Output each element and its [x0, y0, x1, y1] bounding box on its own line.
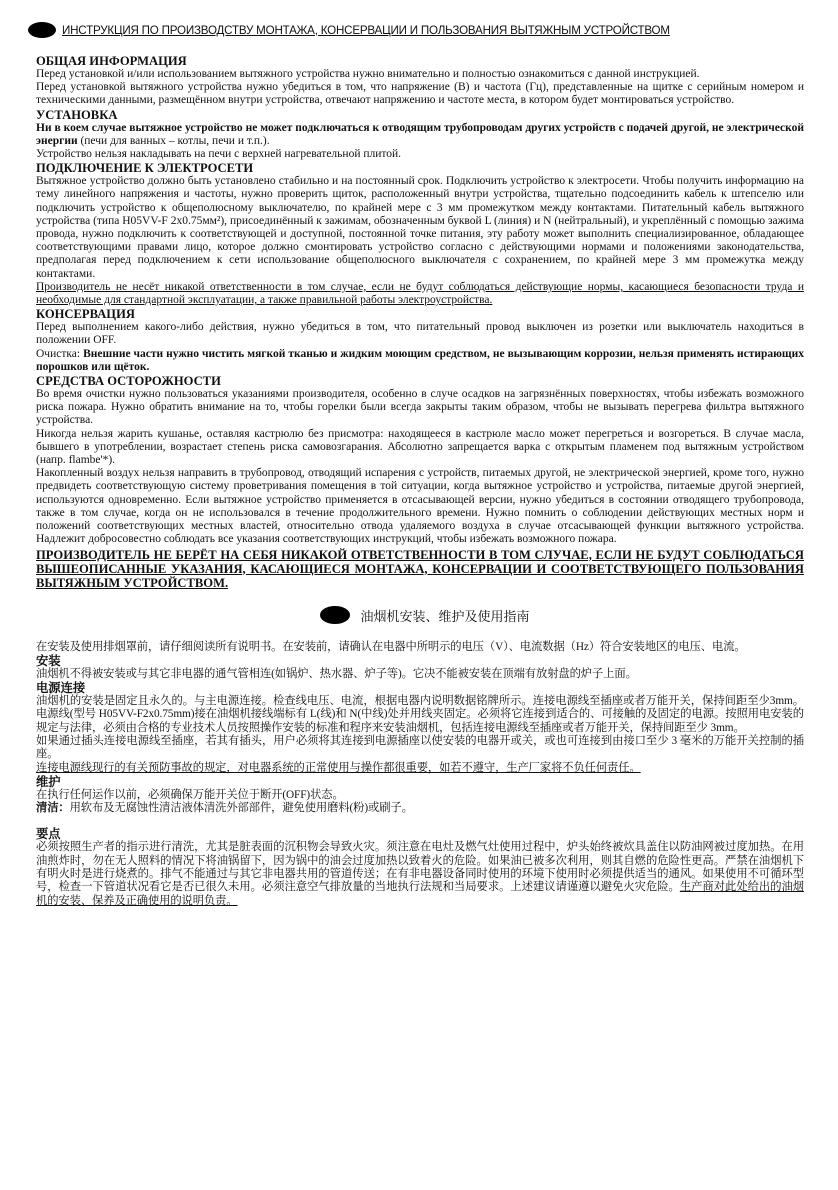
maintenance-paragraph-1: Перед выполнением какого-либо действия, нужно убедиться в том, что питательный провод выключен из розетки или выключатель находиться в положении OFF.: [36, 321, 804, 347]
bullet-oval-icon: [28, 22, 56, 38]
install-warning-rest: (печи для ванных – котлы, печи и т.п.).: [77, 134, 270, 147]
document-title: ИНСТРУКЦИЯ ПО ПРОИЗВОДСТВУ МОНТАЖА, КОНСЕРВАЦИИ И ПОЛЬЗОВАНИЯ ВЫТЯЖНЫМ УСТРОЙСТВОМ: [62, 23, 670, 37]
cn-cleaning-text: 用软布及无腐蚀性清洁液体清洗外部部件，避免使用磨料(粉)或刷子。: [69, 802, 413, 815]
chinese-section: [36, 641, 804, 908]
precautions-paragraph-3: Накопленный воздух нельзя направить в трубопровод, отводящий испарения с устройств, питаемых другой, не электрической энергией, кроме того, нужно предвидеть соответствующую систему проветривания помещения в той ситуации, когда вытяжное устройство и устройства, питаемые другой энергией, используются одновременно. Если вытяжное устройство применяется в отсасывающей версии, нужно убедиться в состоянии отводящего трубопровода, также в том случае, когда он не использовался в течение продолжительного времени. Нужно помнить о соблюдении действующих местных норм и положений соответствующих местных властей, относительно отвода удаляемого воздуха в случае отсасывающей функции вытяжного устройства. Надлежит добросовестно соблюдать все указания соответствующих инструкций, чтобы избежать возможного пожара.: [36, 467, 804, 546]
cn-cleaning-lead: 清洁：: [36, 802, 70, 815]
cn-notes-paragraph: [36, 841, 804, 907]
cn-install-heading: 安装: [36, 653, 61, 668]
section-spacer: [36, 815, 804, 827]
install-warning-bold: Ни в коем случае вытяжное устройство не может подключаться к отводящим трубопроводам других устройств с подачей другой, не электрической энергии: [36, 121, 804, 147]
cn-maintenance-paragraph-2: [36, 802, 804, 815]
power-heading: ПОДКЛЮЧЕНИЕ К ЭЛЕКТРОСЕТИ: [36, 161, 254, 176]
cn-intro: 在安装及使用排烟罩前，请仔细阅读所有说明书。在安装前，请确认在电器中所明示的电压（V）、电流数据（Hz）符合安装地区的电压、电流。: [36, 640, 746, 653]
power-paragraph-2: Производитель не несёт никакой ответственности в том случае, если не будут соблюдаться действующие нормы, касающиеся безопасности труда и необходимые для стандартной эксплуатации, а также правильной работы электроустройства.: [36, 280, 804, 307]
chinese-section-title: 油烟机安装、维护及使用指南: [360, 609, 530, 625]
power-paragraph-1: Вытяжное устройство должно быть установлено стабильно и на постоянный срок. Подключить устройство к электросети. Чтобы получить информацию на тему линейного напряжения и частоты, нужно проверить щиток, расположенный внутри устройства, тщательно подсоединить кабель к штепселю или подключить устройство к общеполюсному выключателю, по крайней мере с 3 мм промежутком между контактами. Питательный кабель вытяжного устройства (типа H05VV-F 2x0.75мм²), присоединённый к зажимам, обозначенным буквой L (линия) и N (нейтральный), и укреплённый с помощью зажима провода, нужно подключить к соответствующей и доступной, постоянной точке питания, эту работу может выполнить специализированное, обладающее соответствующими правами лицо, которое должно смонтировать устройство согласно с действующими нормами и положениями законодательства, предполагая перед подключением к сети использование общеполюсного выключателя с сохранением, по крайней мере 3 мм промежутка между контактами.: [36, 175, 804, 280]
maintenance-paragraph-2: [36, 348, 804, 374]
precautions-paragraph-1: Во время очистки нужно пользоваться указаниями производителя, особенно в случе осадков на загрязнённых поверхностях, чтобы избежать возможного риска пожара. Нужно обратить внимание на то, чтобы горелки были всегда закрыты таким образом, чтобы не вызывать перегрева фильтра вытяжного устройства.: [36, 388, 804, 427]
document-header: [28, 22, 804, 38]
cn-power-paragraph-2: 如果通过插头连接电源线至插座，若其有插头，用户必须将其连接到电源插座以使安装的电器开或关，或也可连接到由接口至少 3 毫米的万能开关控制的插座。: [36, 734, 804, 761]
chinese-section-header: [46, 606, 804, 625]
general-heading: ОБЩАЯ ИНФОРМАЦИЯ: [36, 54, 187, 68]
install-paragraph-1: [36, 122, 804, 148]
cleaning-lead: Очистка:: [36, 347, 84, 360]
cn-maintenance-heading: 维护: [36, 774, 61, 789]
cn-notes-text: 必须按照生产者的指示进行清洗，尤其是脏表面的沉积物会导致火灾。须注意在电灶及燃气灶使用过程中，炉头始终被炊具盖住以防油网被过度加热。在用油煎炸时，勿在无人照料的情况下将油锅留下，因为锅中的油会过度加热以致着火的危险。如果油已被多次利用，则其自燃的危险性更高。严禁在油烟机下有明火时是进行烧煮的。排气不能通过与其它非电器共用的管道传送；在有非电器设备同时使用的环境下使用时必须提供适当的通风。如果使用不可循环型号，检查一下管道状况看它是否已很久未用。必须注意空气排放量的当地执行法规和当局要求。上述建议请谨遵以避免火灾危险。: [36, 841, 804, 894]
general-paragraph-2: Перед установкой вытяжного устройства нужно убедиться в том, что напряжение (В) и частота (Гц), представленные на щитке с серийным номером и техническими данными, размещённом внутри устройства, отвечают напряжению и частоте места, в котором будет монтироваться устройство.: [36, 81, 804, 107]
cn-maintenance-paragraph-1: 在执行任何运作以前，必须确保万能开关位于断开(OFF)状态。: [36, 788, 344, 801]
russian-section: [36, 54, 804, 590]
precautions-heading: СРЕДСТВА ОСТОРОЖНОСТИ: [36, 374, 221, 389]
cn-power-paragraph-1: 油烟机的安装是固定且永久的。与主电源连接。检查线电压、电流，根据电器内说明数据铭牌所示。连接电源线至插座或者万能开关，保持间距至少3mm。电源线(型号 H05VV-F2x0.75mm)接在油烟机接线端标有 L(线)和 N(中线)处并用线夹固定。必须将它连接到适合的、可接触的及固定的电源。按照用电安装的规定与法律，必须由合格的专业技术人员按照操作安装的标准和程序来安装油烟机，包括连接电源线至插座或者万能开关，保持间距至少 3mm。: [36, 695, 804, 734]
liability-warning: ПРОИЗВОДИТЕЛЬ НЕ БЕРЁТ НА СЕБЯ НИКАКОЙ ОТВЕТСТВЕННОСТИ В ТОМ СЛУЧАЕ, ЕСЛИ НЕ БУДУТ СОБЛЮДАТЬСЯ ВЫШЕОПИСАННЫЕ УКАЗАНИЯ, КАСАЮЩИЕСЯ МОНТАЖА, КОНСЕРВАЦИИ И СООТВЕТСТВУЮЩЕГО ПОЛЬЗОВАНИЯ ВЫТЯЖНЫМ УСТРОЙСТВОМ.: [36, 547, 804, 590]
cn-notes-heading: 要点: [36, 827, 61, 842]
precautions-paragraph-2: Никогда нельзя жарить кушанье, оставляя кастрюлю без присмотра: находящееся в кастрюле масло может перегреться и возгореться. В случае масла, бывшего в употреблении, возрастает степень риска самовозгарания. Абсолютно запрещается варка с открытым пламенем под вытяжным устройством (напр. flambe'*).: [36, 427, 804, 467]
maintenance-heading: КОНСЕРВАЦИЯ: [36, 307, 135, 322]
cn-power-heading: 电源连接: [36, 681, 86, 696]
general-paragraph-1: Перед установкой и/или использованием вытяжного устройства нужно внимательно и полностью ознакомиться с данной инструкцией.: [36, 68, 700, 80]
cn-power-paragraph-3: 连接电源线现行的有关预防事故的规定，对电器系统的正常使用与操作都很重要，如若不遵守，生产厂家将不负任何责任。: [36, 761, 641, 774]
bullet-oval-icon: [320, 606, 350, 624]
cn-notes-liability: 生产商对此处给出的油烟机的安装、保养及正确使用的说明负责。: [36, 881, 804, 907]
cn-install-paragraph: 油烟机不得被安装或与其它非电器的通气管相连(如锅炉、热水器、炉子等)。它决不能被安装在顶端有放射盘的炉子上面。: [36, 667, 637, 680]
install-paragraph-2: Устройство нельзя накладывать на печи с верхней нагревательной плитой.: [36, 148, 402, 161]
cleaning-text: Внешние части нужно чистить мягкой тканью и жидким моющим средством, не вызывающим коррозии, нельзя применять истирающих порошков или щёток.: [36, 347, 805, 373]
install-heading: УСТАНОВКА: [36, 107, 118, 122]
